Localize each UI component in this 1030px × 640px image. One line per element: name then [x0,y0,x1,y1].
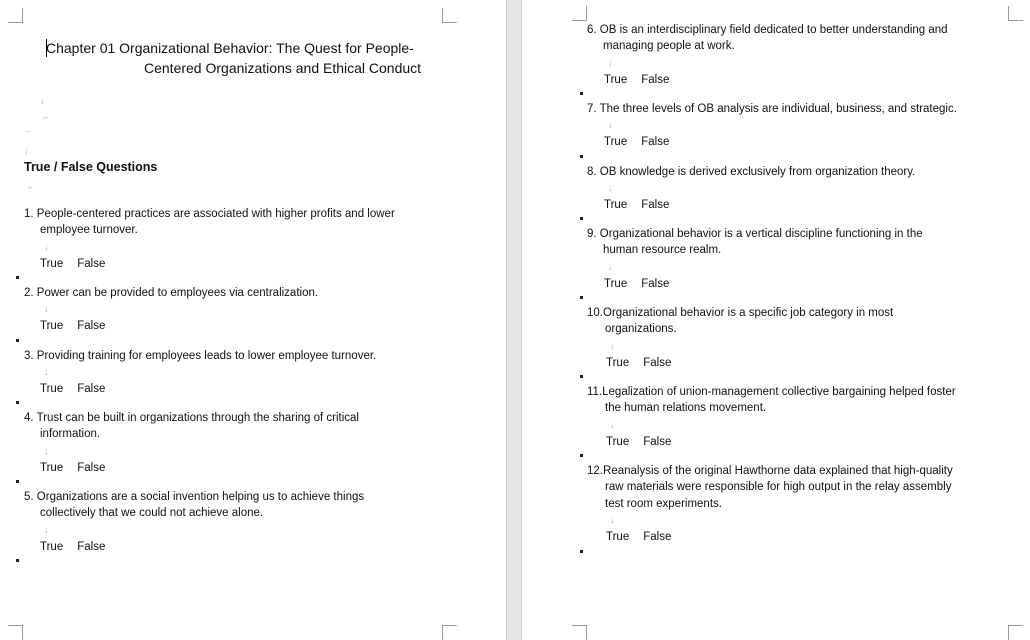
page-corner-mark [8,625,23,640]
question-5: 5. Organizations are a social invention helping us to achieve things [24,491,365,503]
answer-options-1[interactable]: True False [40,258,106,270]
paragraph-mark: ↓ [610,420,615,430]
paragraph-bullet [16,276,19,279]
paragraph-bullet [580,550,583,553]
question-1: 1. People-centered practices are associated with higher profits and lower [24,208,395,220]
answer-options-7[interactable]: True False [604,136,670,148]
answer-options-4[interactable]: True False [40,462,106,474]
question-1-line-2: employee turnover. [40,224,138,236]
answer-options-11[interactable]: True False [606,436,672,448]
page-corner-mark [1008,625,1023,640]
answer-options-9[interactable]: True False [604,278,670,290]
paragraph-bullet [580,454,583,457]
page-corner-mark [442,8,457,23]
paragraph-mark: ↓ [608,58,613,68]
paragraph-mark: ↓ [44,367,49,377]
question-10-line-2: organizations. [605,323,677,335]
paragraph-bullet [580,155,583,158]
paragraph-mark: ⌐ [44,113,49,122]
question-4-line-2: information. [40,428,101,440]
paragraph-mark: ↓ [610,515,615,525]
page-corner-mark [1008,6,1023,21]
paragraph-mark: ↓ [608,120,613,130]
question-8: 8. OB knowledge is derived exclusively from organization theory. [587,166,916,178]
paragraph-mark: ↓ [44,446,49,456]
paragraph-bullet [580,92,583,95]
paragraph-mark: ↓ [44,304,49,314]
paragraph-mark: ↓ [44,242,49,252]
document-title-line-1: Chapter 01 Organizational Behavior: The Quest for People- [46,40,414,56]
answer-options-8[interactable]: True False [604,199,670,211]
answer-options-5[interactable]: True False [40,541,106,553]
answer-options-12[interactable]: True False [606,531,672,543]
paragraph-bullet [580,375,583,378]
answer-options-10[interactable]: True False [606,357,672,369]
page-corner-mark [442,625,457,640]
paragraph-mark: ⌐ [28,183,33,192]
paragraph-bullet [580,296,583,299]
paragraph-mark: ⌐ [26,127,31,136]
answer-options-6[interactable]: True False [604,74,670,86]
paragraph-mark: ↓ [24,146,29,156]
page-left[interactable] [0,0,506,640]
page-corner-mark [572,6,587,21]
paragraph-bullet [16,480,19,483]
question-5-line-2: collectively that we could not achieve alone. [40,507,264,519]
question-11-line-2: the human relations movement. [605,402,767,414]
question-7: 7. The three levels of OB analysis are individual, business, and strategic. [587,103,957,115]
paragraph-bullet [580,217,583,220]
paragraph-bullet [16,401,19,404]
answer-options-3[interactable]: True False [40,383,106,395]
paragraph-mark: ↓ [608,183,613,193]
question-4: 4. Trust can be built in organizations through the sharing of critical [24,412,359,424]
paragraph-bullet [16,559,19,562]
page-corner-mark [572,625,587,640]
question-12: 12.Reanalysis of the original Hawthorne data explained that high-quality [587,465,953,477]
question-2: 2. Power can be provided to employees via centralization. [24,287,319,299]
answer-options-2[interactable]: True False [40,320,106,332]
question-6: 6. OB is an interdisciplinary field dedicated to better understanding and [587,24,948,36]
paragraph-mark: ↓ [608,262,613,272]
question-9-line-2: human resource realm. [603,244,722,256]
question-11: 11.Legalization of union-management collective bargaining helped foster [587,386,956,398]
document-title-line-2: Centered Organizations and Ethical Conduct [144,60,422,76]
paragraph-mark: ↓ [610,341,615,351]
page-gap [506,0,522,640]
paragraph-mark: ↓ [44,525,49,535]
section-heading: True / False Questions [24,160,158,174]
question-12-line-3: test room experiments. [605,498,722,510]
question-3: 3. Providing training for employees leads to lower employee turnover. [24,350,377,362]
question-6-line-2: managing people at work. [603,40,735,52]
question-10: 10.Organizational behavior is a specific job category in most [587,307,894,319]
page-corner-mark [8,8,23,23]
question-9: 9. Organizational behavior is a vertical discipline functioning in the [587,228,923,240]
paragraph-bullet [16,339,19,342]
question-12-line-2: raw materials were responsible for high output in the relay assembly [605,481,952,493]
page-right[interactable] [522,0,1030,640]
paragraph-mark: ↓ [40,96,45,106]
